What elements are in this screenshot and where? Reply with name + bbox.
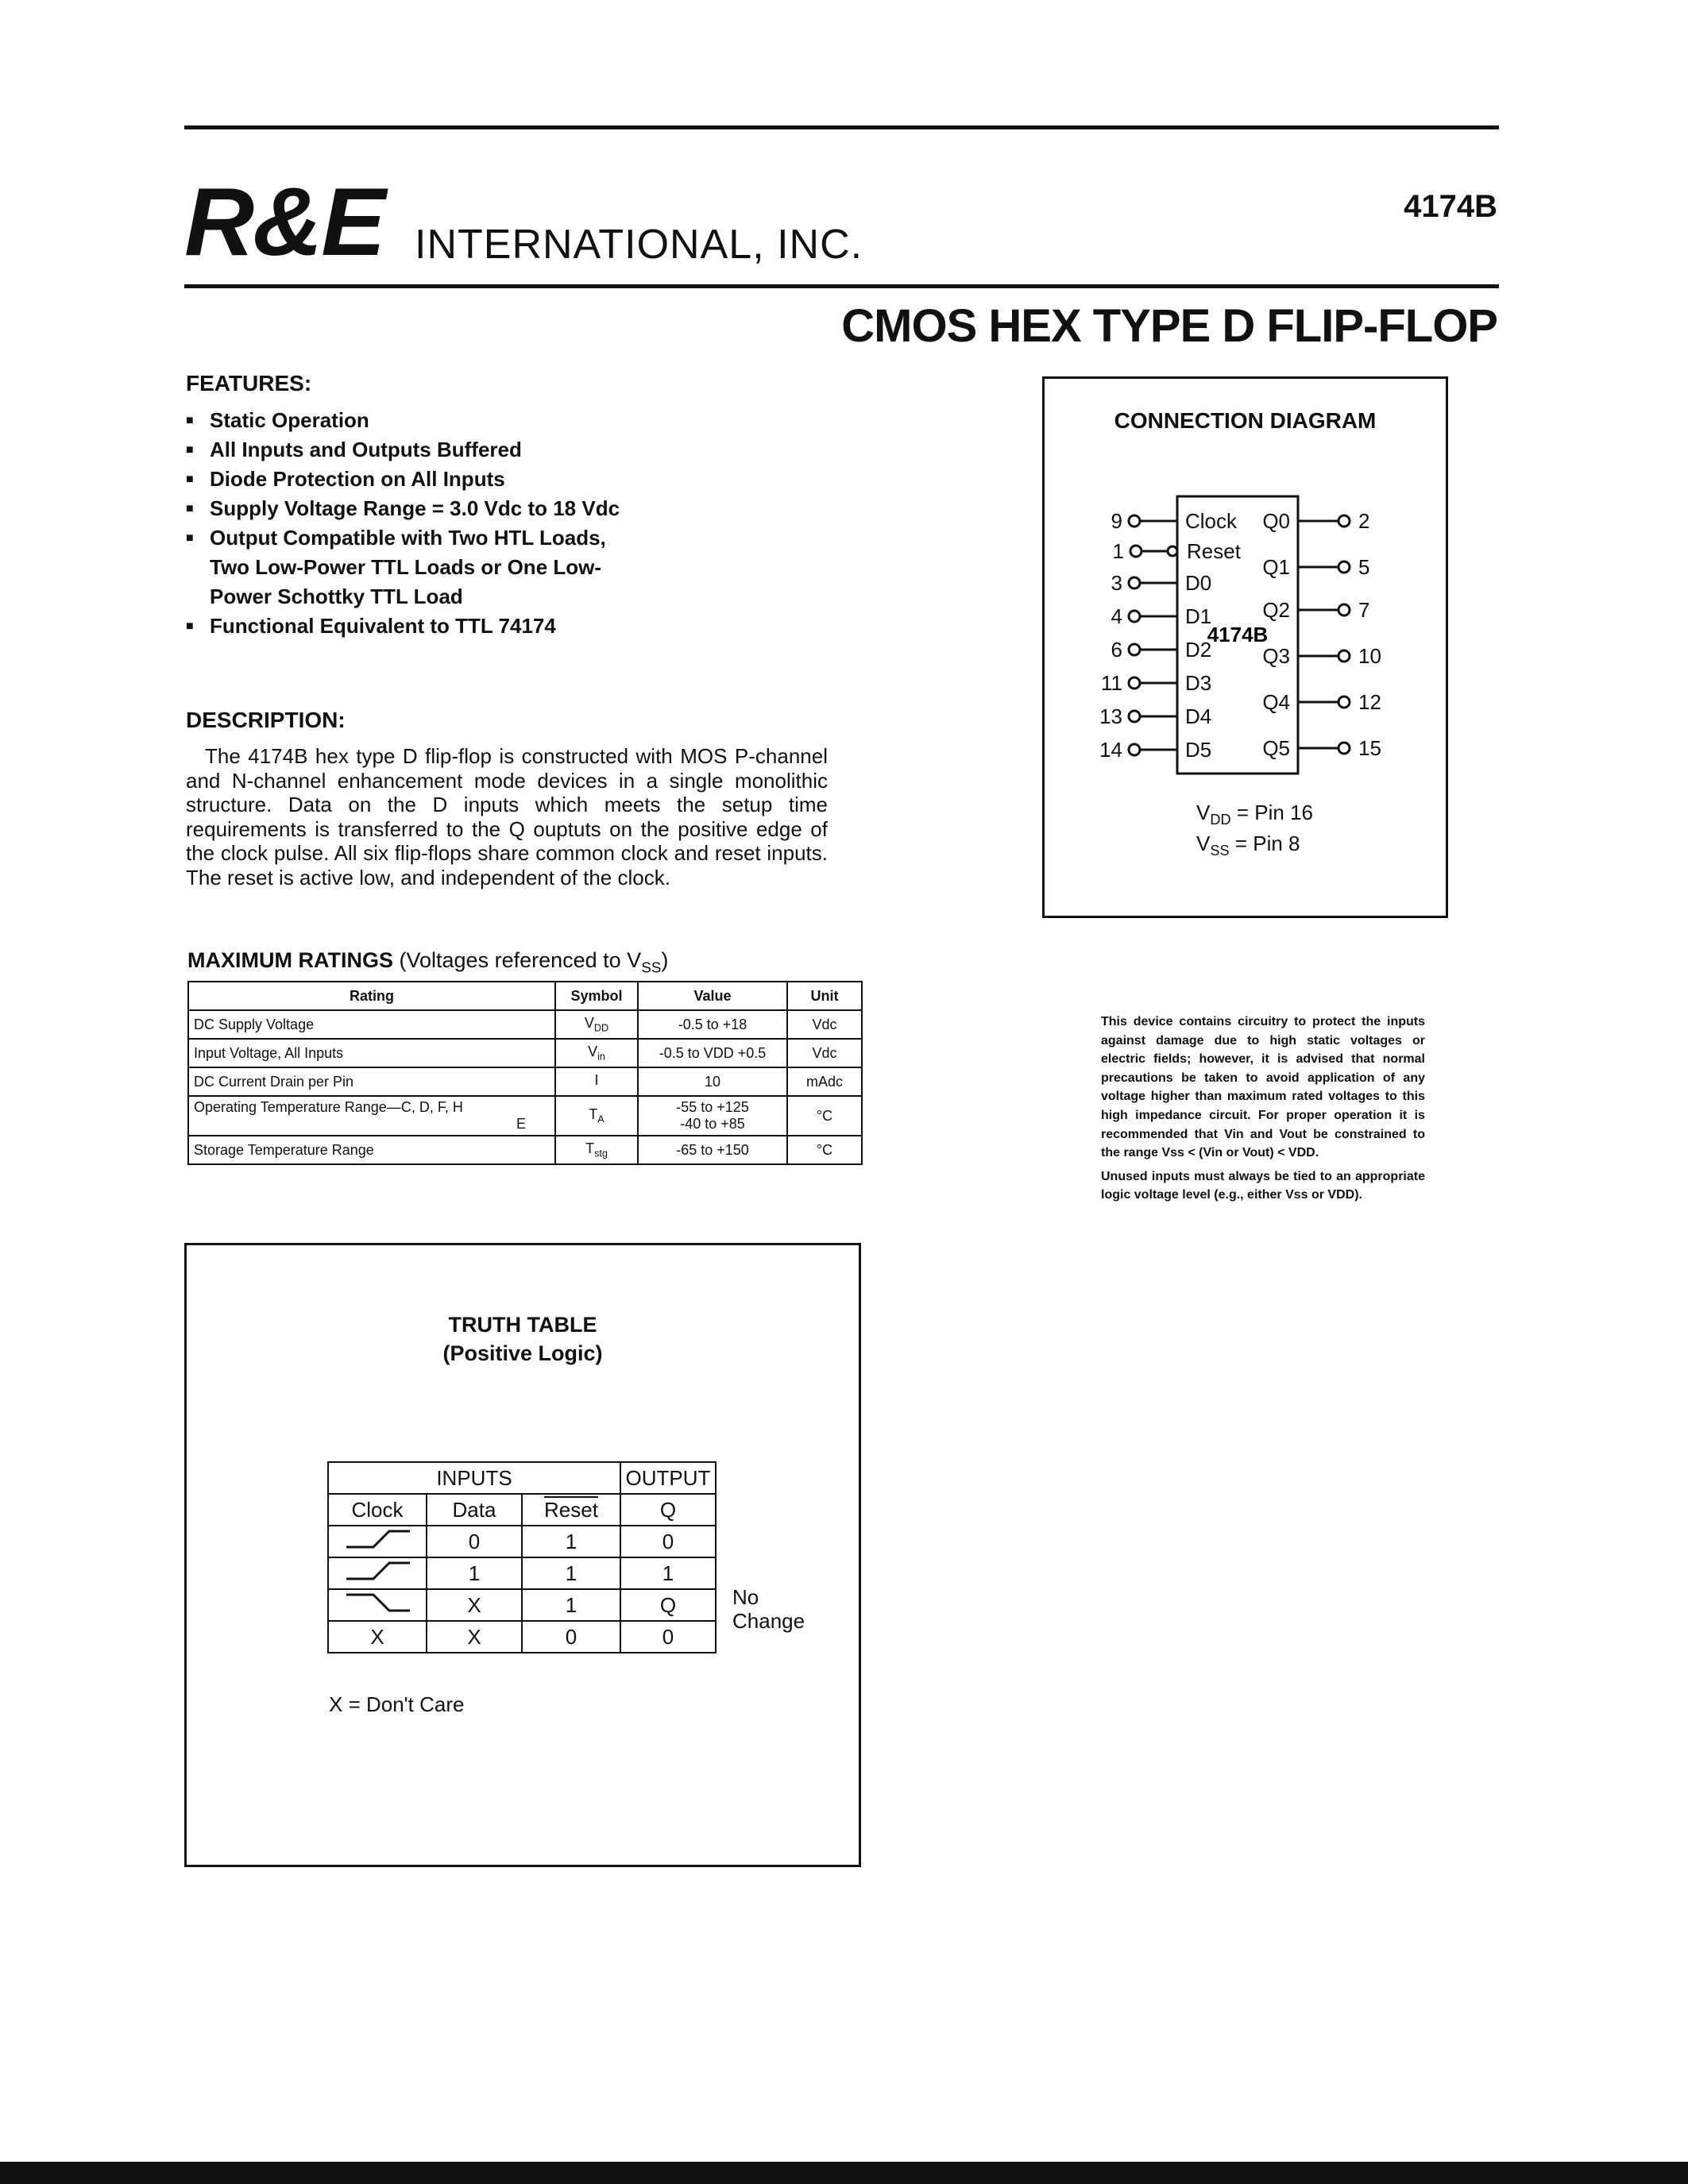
- description-text: The 4174B hex type D flip-flop is constructed with MOS P-channel and N-channel enhancement mode devices in a single monolithic structure. Data on the D inputs which meets the setup time requirements is transferred to the Q ouptuts on the positive edge of the clock pulse. All six flip-flops share common clock and reset inputs. The reset is active low, and independent of the clock.: [186, 744, 828, 889]
- pin-number: 15: [1358, 736, 1381, 760]
- table-row: [188, 1010, 862, 1039]
- col-reset: Reset: [522, 1494, 620, 1526]
- data-cell: 0: [427, 1526, 522, 1557]
- symbol-cell: $V_{DD}$: [555, 1010, 638, 1039]
- table-row: [328, 1621, 716, 1653]
- rating-cell: Storage Temperature Range: [188, 1136, 555, 1164]
- handling-note-para: Unused inputs must always be tied to an appropriate logic voltage level (e.g., either Vss or VDD).: [1101, 1169, 1425, 1202]
- bottom-rule: [0, 2162, 1688, 2184]
- table-row: [188, 1039, 862, 1067]
- ratings-subtitle: (Voltages referenced to $V_{SS}$): [399, 948, 669, 977]
- symbol-cell: $V_{in}$: [555, 1039, 638, 1067]
- rating-cell: DC Current Drain per Pin: [188, 1067, 555, 1096]
- handling-note: [1101, 1013, 1425, 1205]
- col-value: Value: [638, 982, 787, 1010]
- top-rule: [184, 125, 1499, 129]
- pin-number: 11: [1101, 671, 1122, 695]
- unit-cell: Vdc: [787, 1010, 862, 1039]
- truth-table-title: [184, 1310, 861, 1368]
- pin-number: 1: [1112, 539, 1124, 563]
- q-cell: Q: [620, 1589, 716, 1621]
- table-row: [328, 1526, 716, 1557]
- pin-number: 12: [1358, 690, 1381, 714]
- pin-name: D0: [1185, 571, 1212, 595]
- feature-item: ■ Diode Protection on All Inputs: [186, 465, 726, 494]
- value-cell: 10: [638, 1067, 787, 1096]
- col-data: Data: [427, 1494, 522, 1526]
- value-cell: -0.5 to +18: [638, 1010, 787, 1039]
- rating-cell: Input Voltage, All Inputs: [188, 1039, 555, 1067]
- rating-cell: Operating Temperature Range—C, D, F, H E: [188, 1096, 555, 1136]
- data-cell: X: [427, 1589, 522, 1621]
- q-cell: 1: [620, 1557, 716, 1589]
- col-symbol: Symbol: [555, 982, 638, 1010]
- table-row: [328, 1557, 716, 1589]
- feature-item: ■ Static Operation: [186, 406, 726, 435]
- pin-number: 2: [1358, 509, 1370, 533]
- pin-number: 13: [1099, 704, 1122, 728]
- features-heading: FEATURES:: [186, 371, 312, 396]
- part-number: 4174B: [1404, 189, 1497, 224]
- value-cell: -55 to +125 -40 to +85: [638, 1096, 787, 1136]
- table-header-row: [188, 982, 862, 1010]
- q-cell: 0: [620, 1526, 716, 1557]
- pin-name: D2: [1185, 638, 1212, 662]
- reset-cell: 1: [522, 1526, 620, 1557]
- unit-cell: mAdc: [787, 1067, 862, 1096]
- col-unit: Unit: [787, 982, 862, 1010]
- symbol-cell: $T_A$: [555, 1096, 638, 1136]
- connection-diagram: [1042, 477, 1448, 794]
- pin-name: D5: [1185, 738, 1212, 762]
- features-list: [186, 406, 726, 641]
- reset-cell: 1: [522, 1557, 620, 1589]
- truth-table-heading: TRUTH TABLE: [448, 1313, 597, 1337]
- max-ratings-table: [187, 981, 863, 1165]
- pin-name: Q5: [1262, 736, 1290, 760]
- truth-table: [327, 1461, 717, 1653]
- symbol-cell: I: [555, 1067, 638, 1096]
- header-rule: [184, 284, 1499, 288]
- feature-item: ■ Output Compatible with Two HTL Loads, Two Low-Power TTL Loads or One Low-Power Schottky TTL Load: [186, 523, 623, 612]
- data-cell: 1: [427, 1557, 522, 1589]
- pin-number: 7: [1358, 598, 1370, 622]
- pin-number: 10: [1358, 644, 1381, 668]
- rising-edge-icon: [328, 1526, 427, 1557]
- feature-item: ■ Functional Equivalent to TTL 74174: [186, 612, 726, 641]
- page-title: CMOS HEX TYPE D FLIP-FLOP: [841, 300, 1497, 352]
- unit-cell: °C: [787, 1136, 862, 1164]
- table-row: [328, 1589, 716, 1621]
- col-rating: Rating: [188, 982, 555, 1010]
- pin-name: Clock: [1185, 509, 1238, 533]
- pin-number: 4: [1111, 604, 1122, 628]
- value-cell: -0.5 to VDD +0.5: [638, 1039, 787, 1067]
- company-name: INTERNATIONAL, INC.: [415, 222, 863, 268]
- pin-name: Q3: [1262, 644, 1290, 668]
- unit-cell: Vdc: [787, 1039, 862, 1067]
- pin-name: D1: [1185, 604, 1212, 628]
- right-pins: [1298, 515, 1350, 754]
- brand-logo: R&E: [184, 168, 384, 276]
- pin-name: Q2: [1262, 598, 1290, 622]
- symbol-cell: $T_{stg}$: [555, 1136, 638, 1164]
- rising-edge-icon: [328, 1557, 427, 1589]
- rating-cell: DC Supply Voltage: [188, 1010, 555, 1039]
- unit-cell: °C: [787, 1096, 862, 1136]
- reset-cell: 1: [522, 1589, 620, 1621]
- q-cell: 0: [620, 1621, 716, 1653]
- handling-note-para: This device contains circuitry to protect the inputs against damage due to high static voltages or electric fields; however, it is advised that normal precautions be taken to avoid application of any voltage higher than maximum rated voltages to this high impedance circuit. For proper operation it is recommended that Vin and Vout be constrained to the range Vss < (Vin or Vout) < VDD.: [1101, 1015, 1425, 1160]
- pin-name: Q4: [1262, 690, 1290, 714]
- power-pins: [1196, 801, 1313, 862]
- connection-diagram-heading: CONNECTION DIAGRAM: [1114, 408, 1377, 433]
- inputs-group: INPUTS: [328, 1462, 620, 1494]
- dont-care-legend: X = Don't Care: [329, 1692, 465, 1716]
- value-cell: -65 to +150: [638, 1136, 787, 1164]
- output-group: OUTPUT: [620, 1462, 716, 1494]
- no-change-label: No Change: [732, 1585, 805, 1633]
- pin-number: 5: [1358, 555, 1370, 579]
- clock-cell: X: [328, 1621, 427, 1653]
- table-row: [188, 1096, 862, 1136]
- description-heading: DESCRIPTION:: [186, 708, 346, 732]
- vdd-line: $V_{DD}$ = Pin 16: [1196, 801, 1313, 828]
- data-cell: X: [427, 1621, 522, 1653]
- pin-number: 3: [1111, 571, 1122, 595]
- table-row: [188, 1067, 862, 1096]
- ratings-title: MAXIMUM RATINGS: [187, 948, 393, 972]
- pin-name: Reset: [1187, 539, 1241, 563]
- reset-cell: 0: [522, 1621, 620, 1653]
- falling-edge-icon: [328, 1589, 427, 1621]
- pin-number: 6: [1111, 638, 1122, 662]
- table-row: [188, 1136, 862, 1164]
- pin-name: Q0: [1262, 509, 1290, 533]
- pin-number: 14: [1099, 738, 1122, 762]
- table-header-row: [328, 1494, 716, 1526]
- pin-name: D3: [1185, 671, 1212, 695]
- feature-item: ■ Supply Voltage Range = 3.0 Vdc to 18 Vdc: [186, 494, 726, 523]
- chip-label: 4174B: [1207, 623, 1269, 646]
- table-group-row: [328, 1462, 716, 1494]
- truth-table-subheading: (Positive Logic): [442, 1341, 603, 1365]
- pin-name: Q1: [1262, 555, 1290, 579]
- col-clock: Clock: [328, 1494, 427, 1526]
- left-pins: [1129, 515, 1177, 755]
- pin-name: D4: [1185, 704, 1212, 728]
- vss-line: $V_{SS}$ = Pin 8: [1196, 832, 1300, 859]
- pin-number: 9: [1111, 509, 1122, 533]
- ratings-heading: [187, 950, 668, 976]
- feature-item: ■ All Inputs and Outputs Buffered: [186, 435, 726, 465]
- col-q: Q: [620, 1494, 716, 1526]
